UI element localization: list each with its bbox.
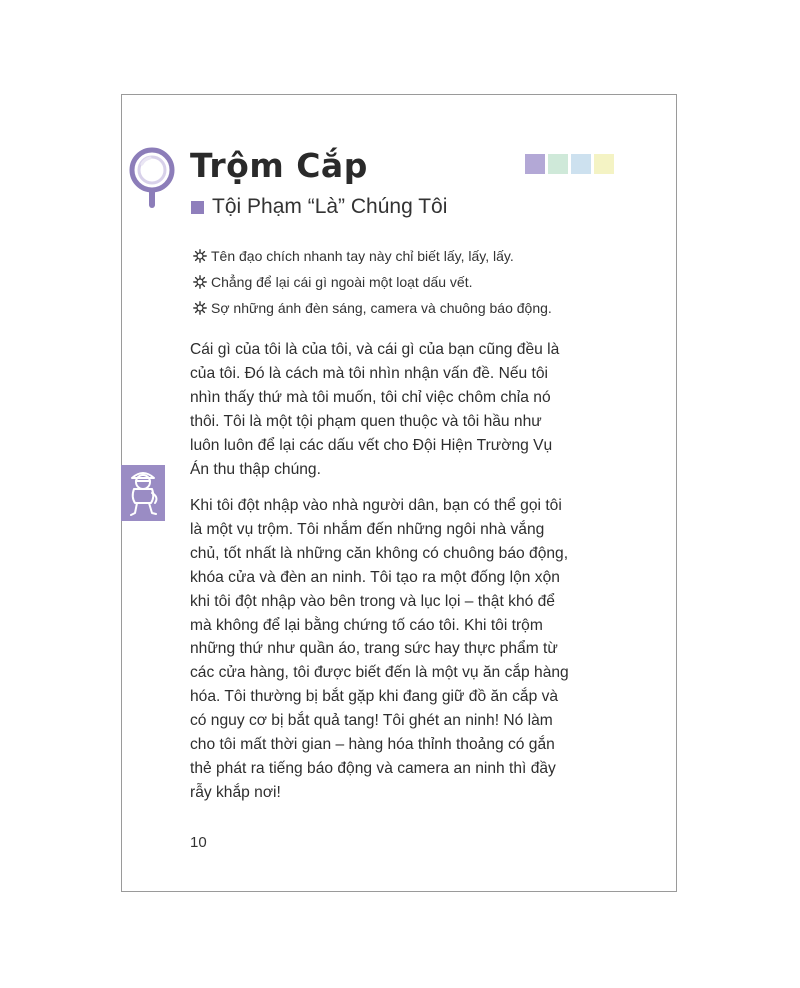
text-line: những thứ như quần áo, trang sức hay thực phẩm từ [190,640,558,658]
fact-list [193,243,552,321]
text-line: là một vụ trộm. Tôi nhắm đến những ngôi nhà vắng [190,520,545,538]
body-paragraph-2 [190,494,627,805]
text-line: cho tôi mất thời gian – hàng hóa thỉnh thoảng có gắn [190,736,555,754]
list-item-text: Sợ những ánh đèn sáng, camera và chuông báo động. [211,300,552,316]
text-line: khóa cửa và đèn an ninh. Tôi tạo ra một đống lộn xộn [190,568,560,586]
text-line: thôi. Tôi là một tội phạm quen thuộc và tôi hầu như [190,412,542,430]
page-number: 10 [190,834,207,851]
color-square-green [548,154,568,174]
magnifying-glass-icon [128,146,178,210]
text-line: Án thu thập chúng. [190,460,321,478]
text-line: có nguy cơ bị bắt quả tang! Tôi ghét an ninh! Nó làm [190,712,553,730]
body-paragraph-1 [190,338,627,481]
list-item [193,295,552,321]
text-line: khi tôi đột nhập vào bên trong và lục lọi – thật khó để [190,592,555,610]
list-item [193,269,552,295]
text-line: của tôi. Đó là cách mà tôi nhìn nhận vấn đề. Nếu tôi [190,364,549,382]
color-square-yellow [594,154,614,174]
text-line: mà không để lại bằng chứng tố cáo tôi. Khi tôi trộm [190,616,543,634]
burglar-icon [121,465,165,521]
sparkle-icon [193,275,207,289]
subtitle-marker [191,201,204,214]
color-square-purple [525,154,545,174]
color-squares [525,154,614,174]
page-title: Trộm Cắp [190,146,368,185]
text-line: thẻ phát ra tiếng báo động và camera an ninh thì đầy [190,759,556,777]
color-square-blue [571,154,591,174]
page-subtitle: Tội Phạm “Là” Chúng Tôi [212,195,448,218]
list-item-text: Chẳng để lại cái gì ngoài một loạt dấu vết. [211,274,473,290]
text-line: nhìn thấy thứ mà tôi muốn, tôi chỉ việc chôm chỉa nó [190,388,551,406]
text-line: luôn luôn để lại các dấu vết cho Đội Hiện Trường Vụ [190,436,553,454]
text-line: Khi tôi đột nhập vào nhà người dân, bạn có thể gọi tôi [190,497,562,514]
list-item-text: Tên đạo chích nhanh tay này chỉ biết lấy, lấy, lấy. [211,248,514,264]
sparkle-icon [193,249,207,263]
text-line: rẫy khắp nơi! [190,783,281,801]
side-tab [121,465,165,521]
text-line: hóa. Tôi thường bị bắt gặp khi đang giữ đồ ăn cắp và [190,688,559,706]
subtitle-row [191,193,447,221]
list-item [193,243,552,269]
text-line: các cửa hàng, tôi được biết đến là một vụ ăn cắp hàng [190,664,569,682]
text-line: Cái gì của tôi là của tôi, và cái gì của bạn cũng đều là [190,341,560,358]
sparkle-icon [193,301,207,315]
text-line: chủ, tốt nhất là những căn không có chuông báo động, [190,544,569,562]
